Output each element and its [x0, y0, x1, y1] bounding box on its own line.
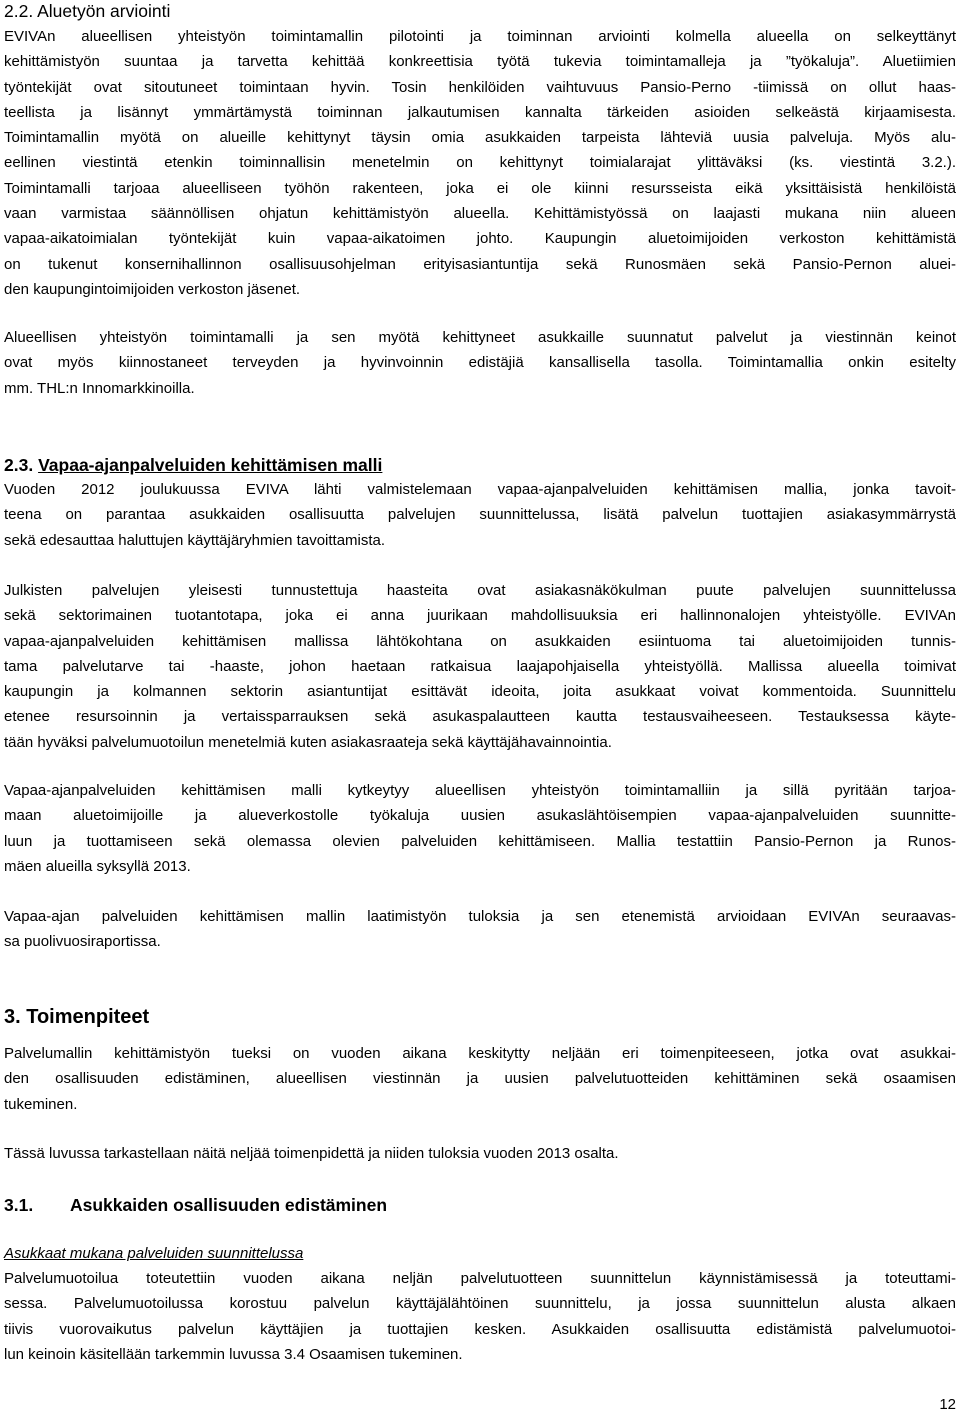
- paragraph-3-1: [4, 1041, 956, 1117]
- text-line: Palvelumuotoilua toteutettiin vuoden aikana neljän palvelutuotteen suunnittelun käynnistämisessä ja toteuttami-: [4, 1270, 956, 1287]
- text-line: maan aluetoimijoille ja alueverkostolle työkaluja uusien asukaslähtöisempien vapaa-ajanpalveluiden suunnitte-: [4, 807, 956, 825]
- section-heading-2-2: 2.2. Aluetyön arviointi: [4, 1, 171, 21]
- text-line: tään hyväksi palvelumuotoilun menetelmiä kuten asiakasraateja sekä käyttäjähavainnointia.: [4, 733, 612, 751]
- paragraph-2-2-2: [4, 325, 956, 401]
- text-line: tiivis vuorovaikutus palvelun käyttäjien ja tuottajien kesken. Asukkaiden osallisuutta edistämistä palvelumuotoi-: [4, 1320, 956, 1338]
- paragraph-2-3-4: [4, 904, 956, 955]
- section-number: 2.3.: [4, 455, 34, 475]
- text-line: tukeminen.: [4, 1095, 78, 1113]
- text-line: tama palvelutarve tai -haaste, johon haetaan ratkaisua laajapohjaisella yhteistyöllä. Mallissa alueella toimivat: [4, 657, 956, 675]
- text-line: teellista ja lisännyt ymmärtämystä toiminnan jalkautumisen kannalta tärkeiden asioiden selkeästä kirjaamisesta.: [4, 103, 956, 121]
- text-line: ovat myös kiinnostaneet terveyden ja hyvinvoinnin edistäjiä kansallisella tasolla. Toimintamallia onkin esitelty: [4, 354, 956, 372]
- paragraph-2-3-1: [4, 477, 956, 553]
- text-line: den kaupungintoimijoiden verkoston jäsenet.: [4, 280, 301, 298]
- text-line: Toimintamalli tarjoaa alueelliseen työhön rakenteen, joka ei ole kiinni resursseista eikä yksittäisistä henkilöistä: [4, 179, 956, 197]
- paragraph-2-3-2: [4, 578, 956, 755]
- text-line: teena on parantaa asukkaiden osallisuutta palvelujen suunnittelussa, lisätä palvelun tuottajien asiakasymmärrystä: [4, 506, 956, 524]
- paragraph-2-2-1: [4, 24, 956, 302]
- section-heading-2-3: [4, 453, 956, 477]
- paragraph-3-1-1: [4, 1266, 956, 1367]
- text-line: mm. THL:n Innomarkkinoilla.: [4, 379, 195, 397]
- text-line: mäen alueilla syksyllä 2013.: [4, 857, 191, 875]
- text-line: vapaa-ajanpalveluiden kehittämisen mallissa lähtökohtana on asukkaiden esiintuoma tai aluetoimijoiden tunnis-: [4, 632, 956, 650]
- text-line: kehittämistyön suuntaa ja tarvetta kehittää konkreettisia työtä tukevia toimintamalleja ja ”työkaluja”. Aluetiimien: [4, 53, 956, 71]
- text-line: Palvelumallin kehittämistyön tueksi on vuoden aikana keskitytty neljään eri toimenpiteeseen, jotka ovat asukkai-: [4, 1045, 956, 1062]
- page-number: 12: [939, 1396, 956, 1413]
- text-line: sa puolivuosiraportissa.: [4, 933, 161, 951]
- subheading-text: Asukkaat mukana palveluiden suunnittelussa: [4, 1245, 304, 1262]
- text-line: Toimintamallin myötä on alueille kehittynyt täysin omia asukkaiden tarpeista lähteviä uusia palveluja. Myös alu-: [4, 129, 956, 147]
- section-heading-3-1: [4, 1193, 956, 1217]
- text-line: Vapaa-ajanpalveluiden kehittämisen malli kytkeytyy alueellisen yhteistyön toimintamalliin ja sillä pyritään tarjoa-: [4, 782, 956, 799]
- text-line: kaupungin ja kolmannen sektorin asiantuntijat esittävät ideoita, joita asukkaat voivat kommentoida. Suunnittelu: [4, 683, 956, 701]
- text-line: vapaa-aikatoimialan työntekijät kuin vapaa-aikatoimen johto. Kaupungin aluetoimijoiden verkoston kehittämistä: [4, 230, 956, 248]
- section-number: 3.1.: [4, 1195, 34, 1215]
- text-line: Alueellisen yhteistyön toimintamalli ja sen myötä kehittyneet asukkaille suunnatut palvelut ja viestinnän keinot: [4, 329, 956, 346]
- text-line: Vuoden 2012 joulukuussa EVIVA lähti valmistelemaan vapaa-ajanpalveluiden kehittämisen mallia, jonka tavoit-: [4, 481, 956, 498]
- chapter-heading-3: 3. Toimenpiteet: [4, 1006, 150, 1028]
- text-line: Vapaa-ajan palveluiden kehittämisen mallin laatimistyön tuloksia ja sen etenemistä arvioidaan EVIVAn seuraavas-: [4, 908, 956, 925]
- subheading-3-1: [4, 1241, 956, 1266]
- text-line: työntekijät ovat sitoutuneet toimintaan hyvin. Tosin henkilöiden vaihtuvuus Pansio-Perno -tiimissä on ollut haas-: [4, 78, 956, 96]
- text-line: sekä sektorimainen tuotantotapa, joka ei anna juurikaan mahdollisuuksia eri hallinnonalojen yhteistyölle. EVIVAn: [4, 607, 956, 625]
- paragraph-3-2: [4, 1141, 956, 1166]
- text-line: sekä edesauttaa haluttujen käyttäjäryhmien tavoittamista.: [4, 531, 386, 549]
- text-line: Tässä luvussa tarkastellaan näitä neljää toimenpidettä ja niiden tuloksia vuoden 2013 osalta.: [4, 1145, 619, 1162]
- paragraph-2-3-3: [4, 778, 956, 879]
- text-line: vaan varmistaa säännöllisen ohjatun kehittämistyön alueella. Kehittämistyössä on laajasti mukana niin alueen: [4, 205, 956, 223]
- text-line: lun keinoin käsitellään tarkemmin luvussa 3.4 Osaamisen tukeminen.: [4, 1345, 463, 1363]
- section-title: Asukkaiden osallisuuden edistäminen: [70, 1195, 388, 1215]
- text-line: on tukenut konsernihallinnon osallisuusohjelman erityisasiantuntija sekä Runosmäen sekä Pansio-Pernon aluei-: [4, 255, 956, 273]
- text-line: EVIVAn alueellisen yhteistyön toimintamallin pilotointi ja toiminnan arviointi kolmella alueella on selkeyttänyt: [4, 28, 956, 45]
- text-line: eellinen viestintä etenkin toiminnallisin menetelmin on kehittynyt toimialarajat ylittäväksi (ks. viestintä 3.2.).: [4, 154, 956, 172]
- text-line: etenee resursoinnin ja vertaissparrauksen sekä asukaspalautteen kautta testausvaiheeseen. Testauksessa käyte-: [4, 708, 956, 726]
- text-line: luun ja tuottamiseen sekä olemassa olevien palveluiden kehittämiseen. Mallia testattiin Pansio-Pernon ja Runos-: [4, 832, 956, 850]
- section-title: Vapaa-ajanpalveluiden kehittämisen malli: [38, 455, 383, 475]
- text-line: Julkisten palvelujen yleisesti tunnustettuja haasteita ovat asiakasnäkökulman puute palvelujen suunnittelussa: [4, 582, 956, 599]
- text-line: sessa. Palvelumuotoilussa korostuu palvelun käyttäjälähtöinen suunnittelu, ja jossa suunnittelun alusta alkaen: [4, 1295, 956, 1313]
- text-line: den osallisuuden edistäminen, alueellisen viestinnän ja uusien palvelutuotteiden kehittäminen sekä osaamisen: [4, 1070, 956, 1088]
